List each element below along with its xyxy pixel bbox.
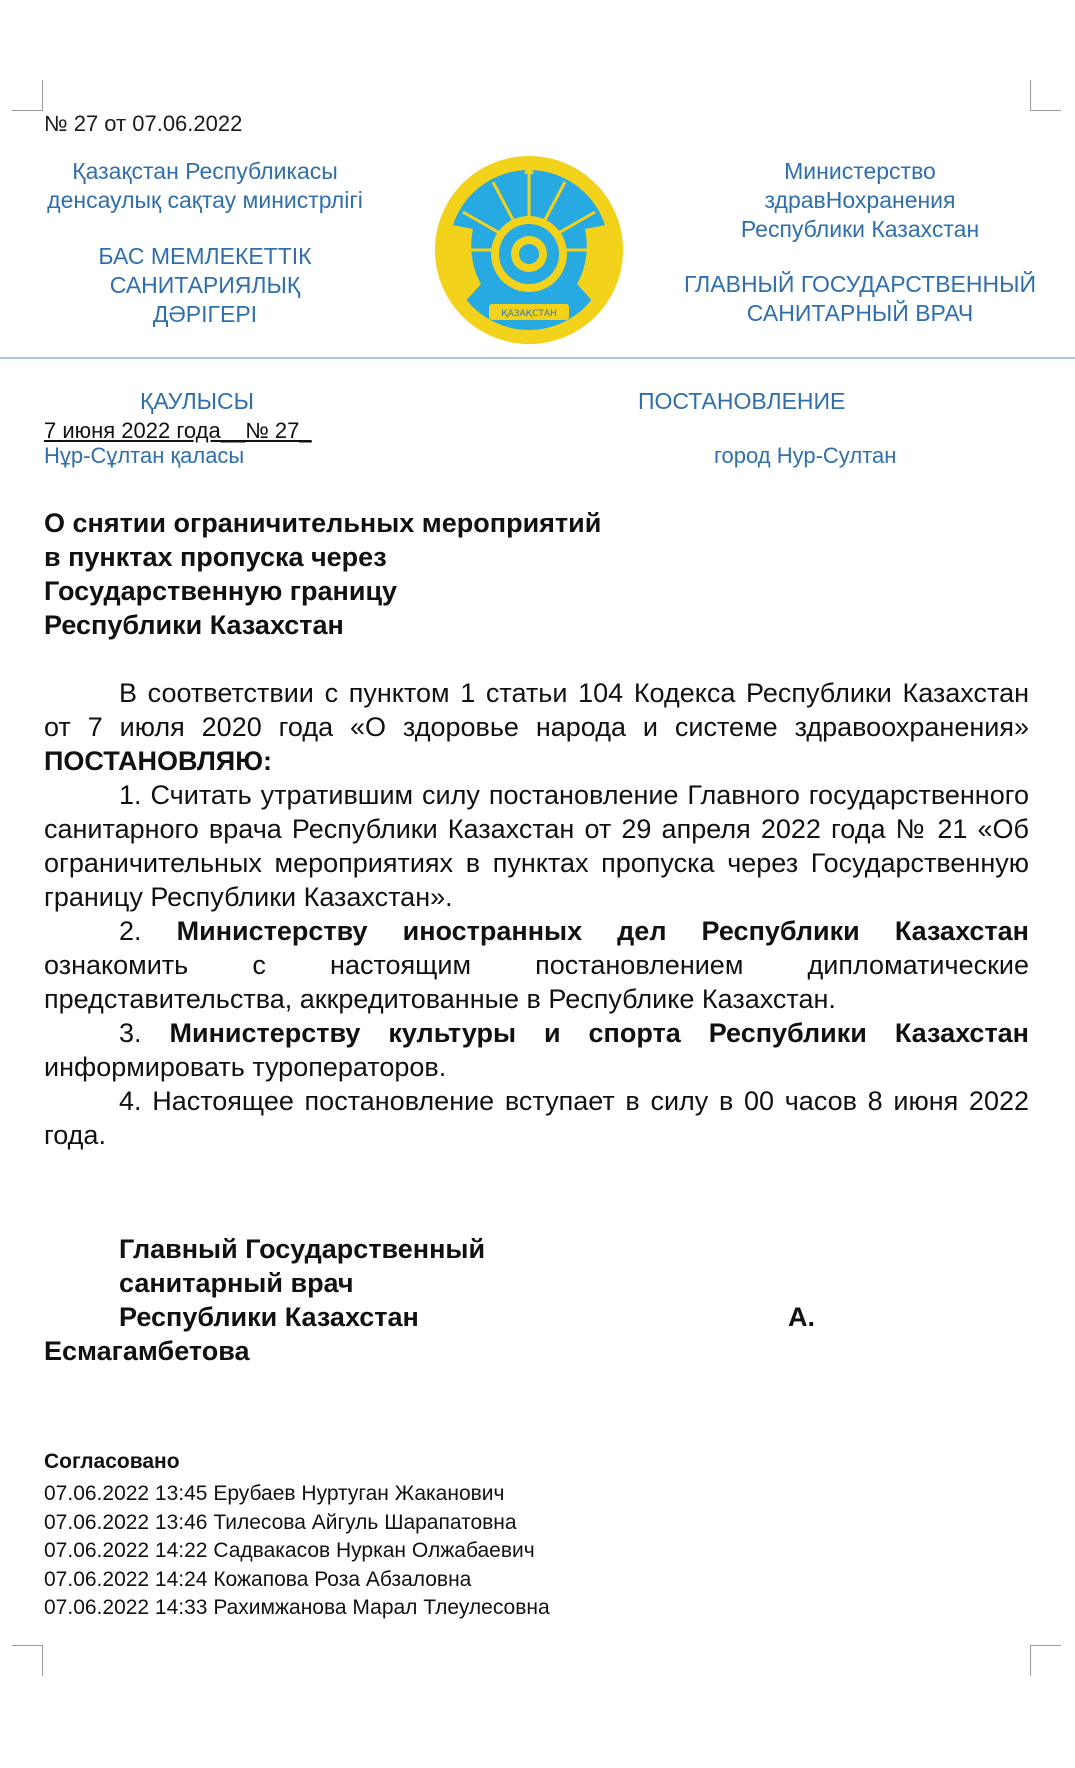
item-4: 4. Настоящее постановление вступает в силу в 00 часов 8 июня 2022 года.	[44, 1086, 1029, 1150]
decree-body	[44, 676, 1029, 1152]
signature-initial: А.	[788, 1302, 815, 1332]
item-3-bold: Министерству культуры и спорта Республики Казахстан	[169, 1018, 1029, 1048]
crop-mark-top-left	[12, 80, 43, 111]
crop-mark-top-right	[1030, 80, 1061, 111]
header-left-line4: ДӘРІГЕРІ	[152, 301, 258, 327]
decree-date-number: 7 июня 2022 года__№ 27_	[44, 418, 312, 443]
header-left-line1: Қазақстан Республикасы	[72, 158, 338, 184]
title-line: Республики Казахстан	[44, 610, 344, 640]
header-right-line4: ГЛАВНЫЙ ГОСУДАРСТВЕННЫЙ	[684, 271, 1036, 297]
decree-label-kz: ҚАУЛЫСЫ	[140, 388, 255, 414]
header-right-line3: Республики Казахстан	[740, 216, 980, 242]
emblem-graphic	[433, 154, 625, 346]
document-number: № 27 от 07.06.2022	[44, 111, 243, 136]
item-3-number: 3.	[119, 1018, 142, 1048]
item-3	[44, 1016, 1029, 1084]
agreed-entry: 07.06.2022 14:33 Рахимжанова Марал Тлеулесовна	[44, 1596, 550, 1619]
header-right-line5: САНИТАРНЫЙ ВРАЧ	[746, 300, 974, 326]
state-emblem	[433, 154, 625, 346]
header-left-line2: денсаулық сақтау министрлігі	[47, 187, 363, 213]
signature-line1: Главный Государственный	[119, 1234, 486, 1264]
header-right-position	[670, 270, 1050, 328]
header-left-line3: БАС МЕМЛЕКЕТТІК САНИТАРИЯЛЫҚ	[98, 243, 312, 298]
emblem-inscription: ҚАЗАҚСТАН	[501, 309, 557, 319]
signature-surname: Есмагамбетова	[44, 1336, 250, 1366]
item-1: 1. Считать утратившим силу постановление Главного государственного санитарного врача Республики Казахстан от 29 апреля 2022 года № 21 «Об ограничительных мероприятиях в пунктах пропуска через Государственную границу Республики Казахстан».	[44, 780, 1029, 912]
decree-title	[44, 506, 664, 642]
header-divider	[0, 357, 1075, 359]
item-2-number: 2.	[119, 916, 142, 946]
header-right-line2: здравНохранения	[764, 187, 956, 213]
header-right-line1: Министерство	[784, 158, 936, 184]
title-line: О снятии ограничительных мероприятий	[44, 508, 602, 538]
signature-line3: Республики Казахстан	[119, 1302, 419, 1332]
item-2-text: ознакомить с настоящим постановлением дипломатические представительства, аккредитованные в Республике Казахстан.	[44, 950, 1029, 1014]
agreed-list	[44, 1480, 550, 1623]
header-left-ministry	[0, 157, 410, 215]
item-2	[44, 914, 1029, 1016]
agreed-title: Согласовано	[44, 1450, 180, 1473]
agreed-entry: 07.06.2022 14:22 Садвакасов Нуркан Олжабаевич	[44, 1539, 535, 1562]
preamble-bold: ПОСТАНОВЛЯЮ:	[44, 746, 273, 776]
signature-block	[44, 1232, 1029, 1368]
agreed-entry: 07.06.2022 13:46 Тилесова Айгуль Шарапатовна	[44, 1510, 517, 1534]
preamble-text: В соответствии с пунктом 1 статьи 104 Кодекса Республики Казахстан от 7 июля 2020 года «О здоровье народа и системе здравоохранения»	[44, 678, 1029, 742]
crop-mark-bottom-right	[1030, 1645, 1061, 1676]
title-line: в пунктах пропуска через	[44, 542, 387, 572]
item-3-text: информировать туроператоров.	[44, 1052, 447, 1082]
agreed-entry: 07.06.2022 14:24 Кожапова Роза Абзаловна	[44, 1567, 472, 1591]
crop-mark-bottom-left	[12, 1645, 43, 1676]
signature-line2: санитарный врач	[119, 1268, 354, 1298]
city-ru: город Нур-Султан	[714, 443, 897, 468]
preamble-paragraph	[44, 676, 1029, 778]
city-kz: Нұр-Сұлтан қаласы	[44, 443, 245, 468]
decree-label-ru: ПОСТАНОВЛЕНИЕ	[638, 388, 846, 414]
header-right-ministry	[700, 157, 1020, 244]
header-left-position	[0, 242, 410, 329]
agreed-entry: 07.06.2022 13:45 Ерубаев Нуртуган Жаканович	[44, 1482, 505, 1505]
title-line: Государственную границу	[44, 576, 398, 606]
item-2-bold: Министерству иностранных дел Республики Казахстан	[176, 916, 1029, 946]
